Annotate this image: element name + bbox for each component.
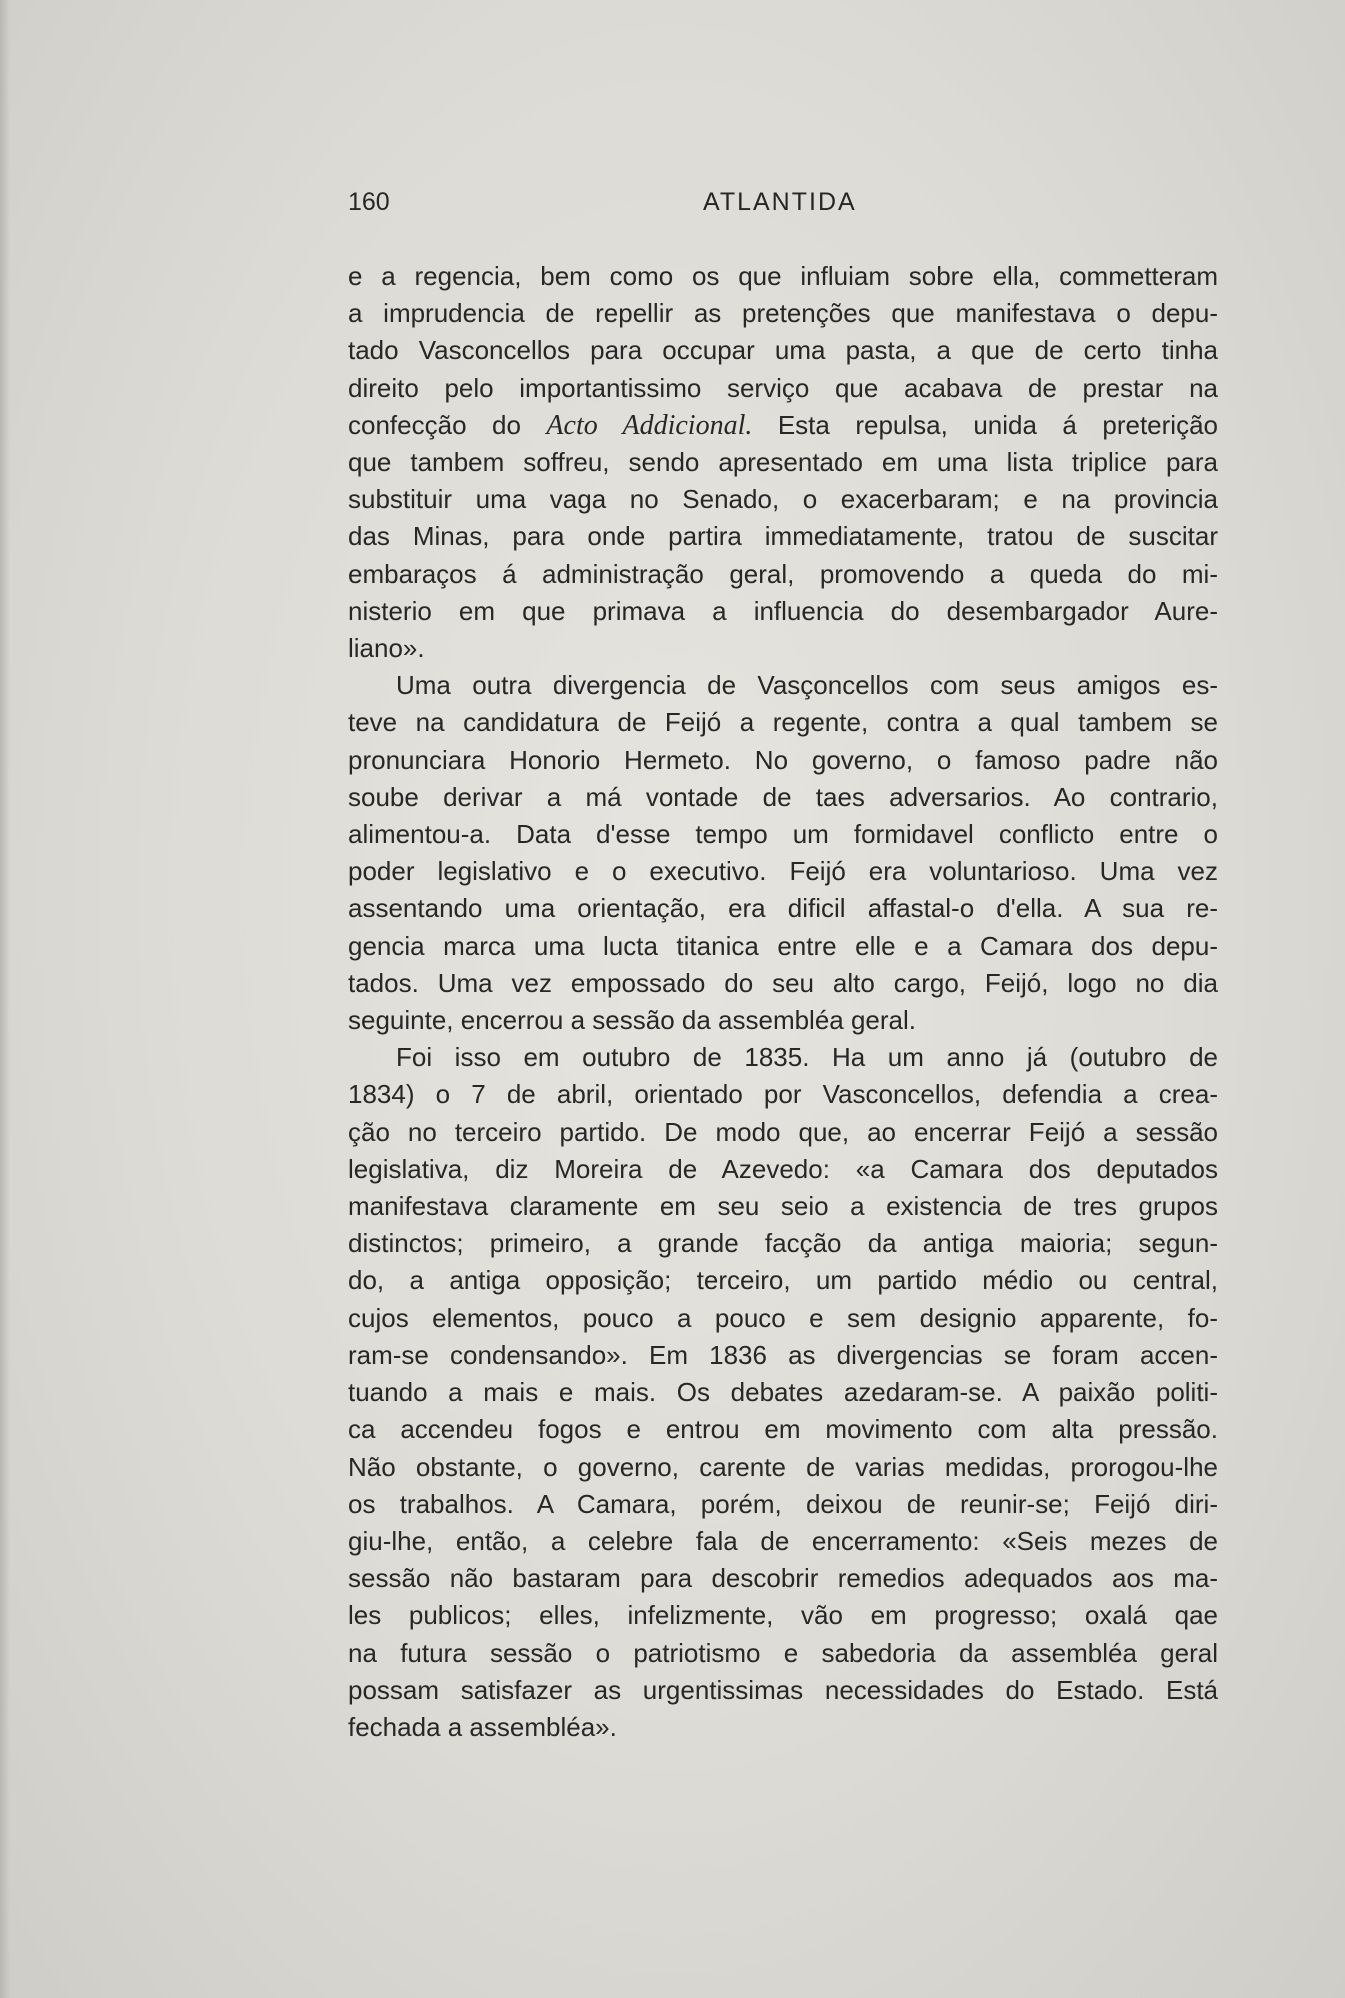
paragraph-2 <box>348 667 1218 1039</box>
text-run: Esta repulsa, unida á preterição <box>752 409 1218 440</box>
text-line: Foi isso em outubro de 1835. Ha um anno já (outubro de <box>396 1042 1218 1073</box>
text-line: Não obstante, o governo, carente de varias medidas, prorogou-lhe <box>348 1451 1218 1482</box>
text-line: cujos elementos, pouco a pouco e sem designio apparente, fo- <box>348 1302 1218 1333</box>
text-run: confecção do <box>348 409 547 440</box>
text-line: manifestava claramente em seu seio a existencia de tres grupos <box>348 1191 1218 1222</box>
text-line: pronunciara Honorio Hermeto. No governo, o famoso padre não <box>348 744 1218 775</box>
page-edge-shadow <box>0 0 10 1998</box>
text-line: tado Vasconcellos para occupar uma pasta, a que de certo tinha <box>348 335 1218 366</box>
text-line: na futura sessão o patriotismo e sabedoria da assembléa geral <box>348 1637 1218 1668</box>
paragraph-1 <box>348 258 1218 667</box>
text-line: tados. Uma vez empossado do seu alto cargo, Feijó, logo no dia <box>348 967 1218 998</box>
running-head <box>348 188 1238 222</box>
text-line: teve na candidatura de Feijó a regente, contra a qual tambem se <box>348 707 1218 738</box>
text-line: os trabalhos. A Camara, porém, deixou de reunir-se; Feijó diri- <box>348 1488 1218 1519</box>
text-line: ção no terceiro partido. De modo que, ao encerrar Feijó a sessão <box>348 1116 1218 1147</box>
text-line: tuando a mais e mais. Os debates azedaram-se. A paixão politi- <box>348 1377 1218 1408</box>
text-line: direito pelo importantissimo serviço que acabava de prestar na <box>348 372 1218 403</box>
text-line: ca accendeu fogos e entrou em movimento com alta pressão. <box>348 1414 1218 1445</box>
text-line: assentando uma orientação, era dificil affastal-o d'ella. A sua re- <box>348 893 1218 924</box>
text-line <box>348 407 1218 444</box>
text-line: que tambem soffreu, sendo apresentado em uma lista triplice para <box>348 447 1218 478</box>
text-line: legislativa, diz Moreira de Azevedo: «a Camara dos deputados <box>348 1153 1218 1184</box>
running-title: ATLANTIDA <box>703 188 857 216</box>
text-line: embaraços á administração geral, promovendo a queda do mi- <box>348 558 1218 589</box>
italic-title-acto-addicional: Acto Addicional. <box>546 409 753 441</box>
body-text <box>348 258 1218 1746</box>
paragraph-3 <box>348 1039 1218 1746</box>
text-line: liano». <box>348 633 425 664</box>
text-line: das Minas, para onde partira immediatamente, tratou de suscitar <box>348 521 1218 552</box>
text-line: possam satisfazer as urgentissimas necessidades do Estado. Está <box>348 1674 1218 1705</box>
text-line: e a regencia, bem como os que influiam sobre ella, commetteram <box>348 261 1218 291</box>
text-line: sessão não bastaram para descobrir remedios adequados aos ma- <box>348 1563 1218 1594</box>
page-number: 160 <box>348 188 390 216</box>
text-line: soube derivar a má vontade de taes adversarios. Ao contrario, <box>348 781 1218 812</box>
text-line: giu-lhe, então, a celebre fala de encerramento: «Seis mezes de <box>348 1525 1218 1556</box>
text-line: 1834) o 7 de abril, orientado por Vasconcellos, defendia a crea- <box>348 1079 1218 1110</box>
text-line: distinctos; primeiro, a grande facção da antiga maioria; segun- <box>348 1228 1218 1259</box>
text-line: substituir uma vaga no Senado, o exacerbaram; e na provincia <box>348 484 1218 515</box>
text-line: ram-se condensando». Em 1836 as divergencias se foram accen- <box>348 1339 1218 1370</box>
text-line: do, a antiga opposição; terceiro, um partido médio ou central, <box>348 1265 1218 1296</box>
text-line: gencia marca uma lucta titanica entre elle e a Camara dos depu- <box>348 930 1218 961</box>
text-line: fechada a assembléa». <box>348 1711 617 1742</box>
text-line: poder legislativo e o executivo. Feijó era voluntarioso. Uma vez <box>348 856 1218 887</box>
text-line: seguinte, encerrou a sessão da assembléa geral. <box>348 1005 917 1036</box>
text-line: les publicos; elles, infelizmente, vão em progresso; oxalá qae <box>348 1600 1218 1631</box>
text-line: alimentou-a. Data d'esse tempo um formidavel conflicto entre o <box>348 819 1218 850</box>
text-line: nisterio em que primava a influencia do desembargador Aure- <box>348 595 1218 626</box>
text-line: a imprudencia de repellir as pretenções que manifestava o depu- <box>348 298 1218 329</box>
text-line: Uma outra divergencia de Vasçoncellos com seus amigos es- <box>396 670 1218 701</box>
